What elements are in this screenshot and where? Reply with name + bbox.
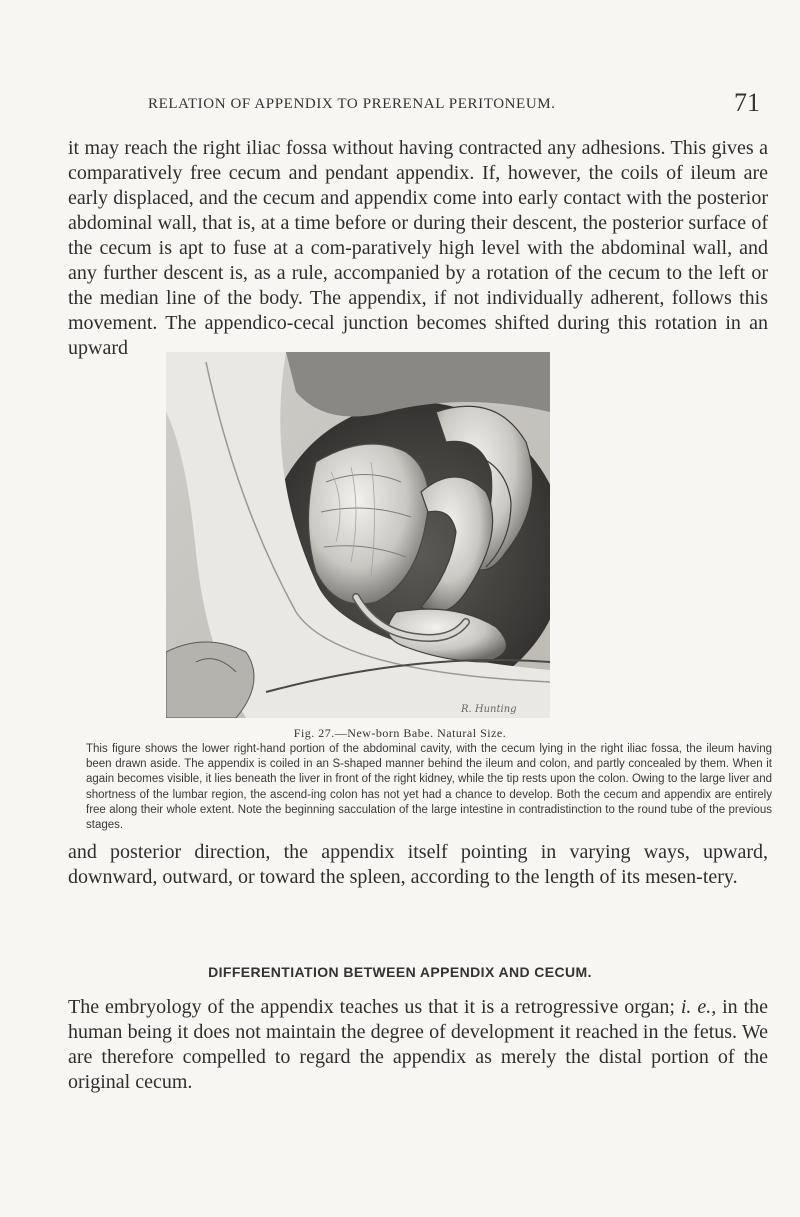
section-heading: DIFFERENTIATION BETWEEN APPENDIX AND CECUM. (208, 964, 592, 980)
paragraph-3-rest: in the human being it does not maintain the degree of development it reached in the fetus. We are therefore compelled to regard the appendix as merely the distal portion of the original cecum. (68, 996, 769, 1093)
paragraph-1: it may reach the right iliac fossa without having contracted any adhesions. This gives a comparatively free cecum and pendant appendix. If, however, the coils of ileum are early displaced, and the cecum and appendix come into early contact with the posterior abdominal wall, that is, at a time before or during their descent, the posterior surface of the cecum is apt to fuse at a com-paratively high level with the abdominal wall, and any further descent is, as a rule, accompanied by a rotation of the cecum to the left or the median line of the body. The appendix, if not individually adherent, follows this movement. The appendico-cecal junction becomes shifted during this rotation in an upward (68, 137, 768, 359)
page-number: 71 (734, 88, 760, 117)
running-head: RELATION OF APPENDIX TO PRERENAL PERITONEUM. (148, 96, 556, 112)
paragraph-3-lead: The embryology of the appendix teaches us that it is a retrogressive organ; (68, 996, 675, 1018)
figure-label: Fig. 27.—New-born Babe. Natural Size. (293, 726, 507, 740)
paragraph-3-ie: i. e., (680, 996, 717, 1018)
anatomical-illustration (166, 352, 550, 718)
intestine-drawing (166, 352, 550, 718)
page-header (0, 88, 800, 122)
figure-caption: This figure shows the lower right-hand portion of the abdominal cavity, with the cecum lying in the right iliac fossa, the ileum having been drawn aside. The appendix is coiled in an S-shaped manner behind the ileum and colon, and partly concealed by them. When it again becomes visible, it lies beneath the liver in front of the right kidney, while the tip rests upon the colon. Owing to the large liver and shortness of the lumbar region, the ascend-ing colon has not yet had a chance to develop. Both the cecum and appendix are entirely free along their whole extent. Note the beginning sacculation of the large intestine in contradistinction to the round tube of the previous stages. (86, 743, 772, 832)
paragraph-3 (68, 995, 768, 1095)
paragraph-2: and posterior direction, the appendix itself pointing in varying ways, upward, downward, outward, or toward the spleen, according to the length of its mesen-tery. (68, 841, 768, 888)
artist-signature: R. Hunting (461, 704, 517, 715)
